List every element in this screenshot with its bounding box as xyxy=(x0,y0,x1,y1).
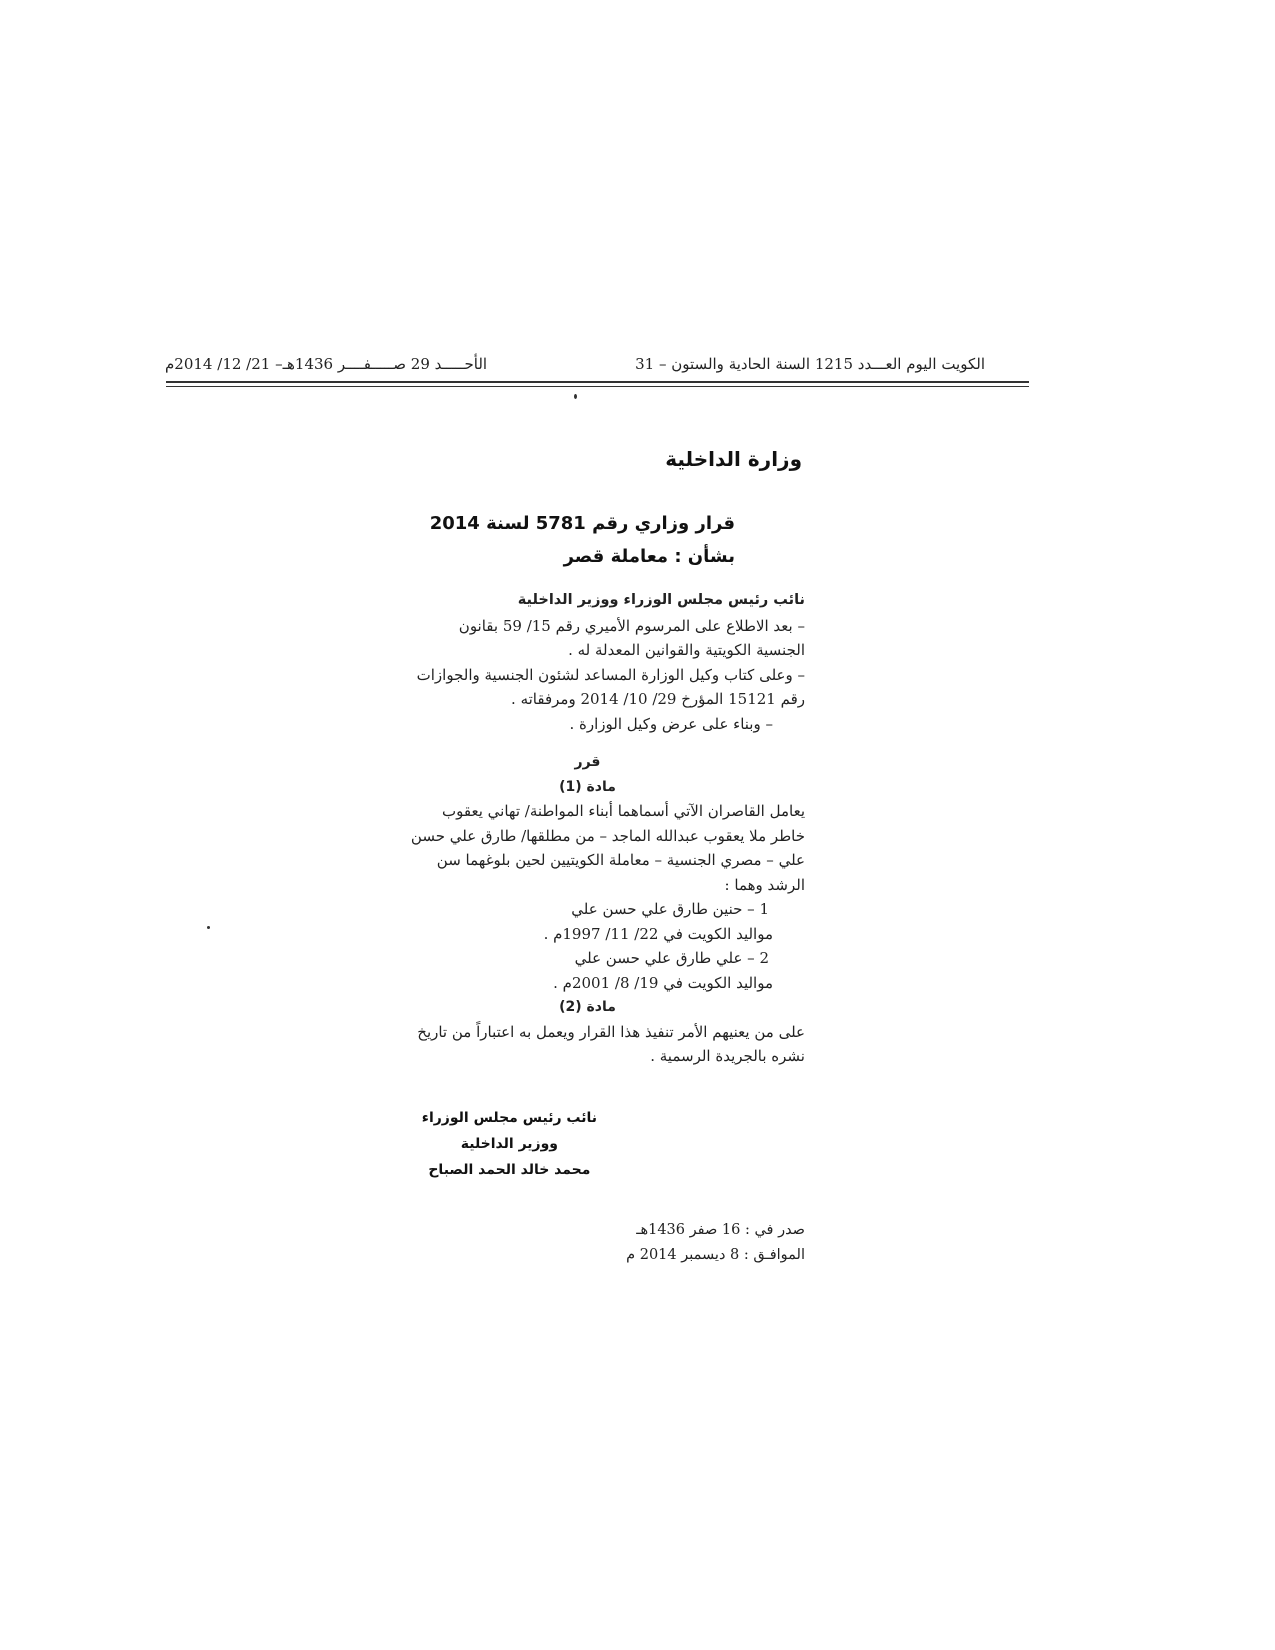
preamble-clause: – وبناء على عرض وكيل الوزارة . xyxy=(569,714,773,733)
signature-title: نائب رئيس مجلس الوزراء xyxy=(421,1110,597,1126)
article-2-text: على من يعنيهم الأمر تنفيذ هذا القرار ويعمل به اعتباراً من تاريخ نشره بالجريدة الرسمية . xyxy=(417,1022,805,1065)
preamble-clause: – بعد الاطلاع على المرسوم الأميري رقم 15/ 59 بقانون الجنسية الكويتية والقوانين المعدلة له . xyxy=(458,616,805,659)
person-2-name: 2 – علي طارق علي حسن علي xyxy=(574,949,769,967)
decision-body xyxy=(410,588,805,1069)
article-2-heading: مادة (2) xyxy=(559,999,616,1015)
article-1-text: يعامل القاصران الآتي أسماهما أبناء المواطنة/ تهاني يعقوب خاطر ملا يعقوب عبدالله الماجد – من مطلقها/ طارق علي حسن علي – مصري الجنسية – معاملة الكويتيين لحين بلوغهما سن الرشد وهما : xyxy=(410,802,805,894)
signature-block xyxy=(422,1105,597,1183)
ministry-name: وزارة الداخلية xyxy=(665,447,802,471)
issue-date-gregorian: الموافـق : 8 ديسمبر 2014 م xyxy=(626,1247,805,1263)
article-1-heading: مادة (1) xyxy=(559,778,616,795)
person-2-birth: مواليد الكويت في 19/ 8/ 2001م . xyxy=(553,973,773,992)
header-rule-bottom xyxy=(166,386,1029,387)
scan-speck xyxy=(574,394,577,399)
gazette-issue-info: الكويت اليوم العـــدد 1215 السنة الحادية والستون – 31 xyxy=(635,355,985,373)
signature-office: ووزير الداخلية xyxy=(460,1136,559,1152)
signatory-name: محمد خالد الحمد الصباح xyxy=(428,1162,591,1178)
decision-title: قرار وزاري رقم 5781 لسنة 2014 xyxy=(429,513,735,534)
person-1-birth: مواليد الكويت في 22/ 11/ 1997م . xyxy=(543,924,773,943)
issue-date-hijri: صدر في : 16 صفر 1436هـ xyxy=(636,1222,805,1238)
issue-date-block xyxy=(626,1218,805,1268)
preamble-clause: – وعلى كتاب وكيل الوزارة المساعد لشئون الجنسية والجوازات رقم 15121 المؤرخ 29/ 10/ 2014 ومرفقاته . xyxy=(416,665,805,708)
person-1-name: 1 – حنين طارق علي حسن علي xyxy=(571,900,769,918)
decision-subject: بشأن : معاملة قصر xyxy=(563,546,735,567)
header-rule-top xyxy=(166,381,1029,383)
gazette-date: الأحـــــد 29 صـــــفــــر 1436هـ– 21/ 12/ 2014م xyxy=(165,355,488,373)
issuer-title: نائب رئيس مجلس الوزراء ووزير الداخلية xyxy=(517,592,805,608)
scan-speck xyxy=(207,926,210,929)
decides-heading: قرر xyxy=(574,754,601,770)
